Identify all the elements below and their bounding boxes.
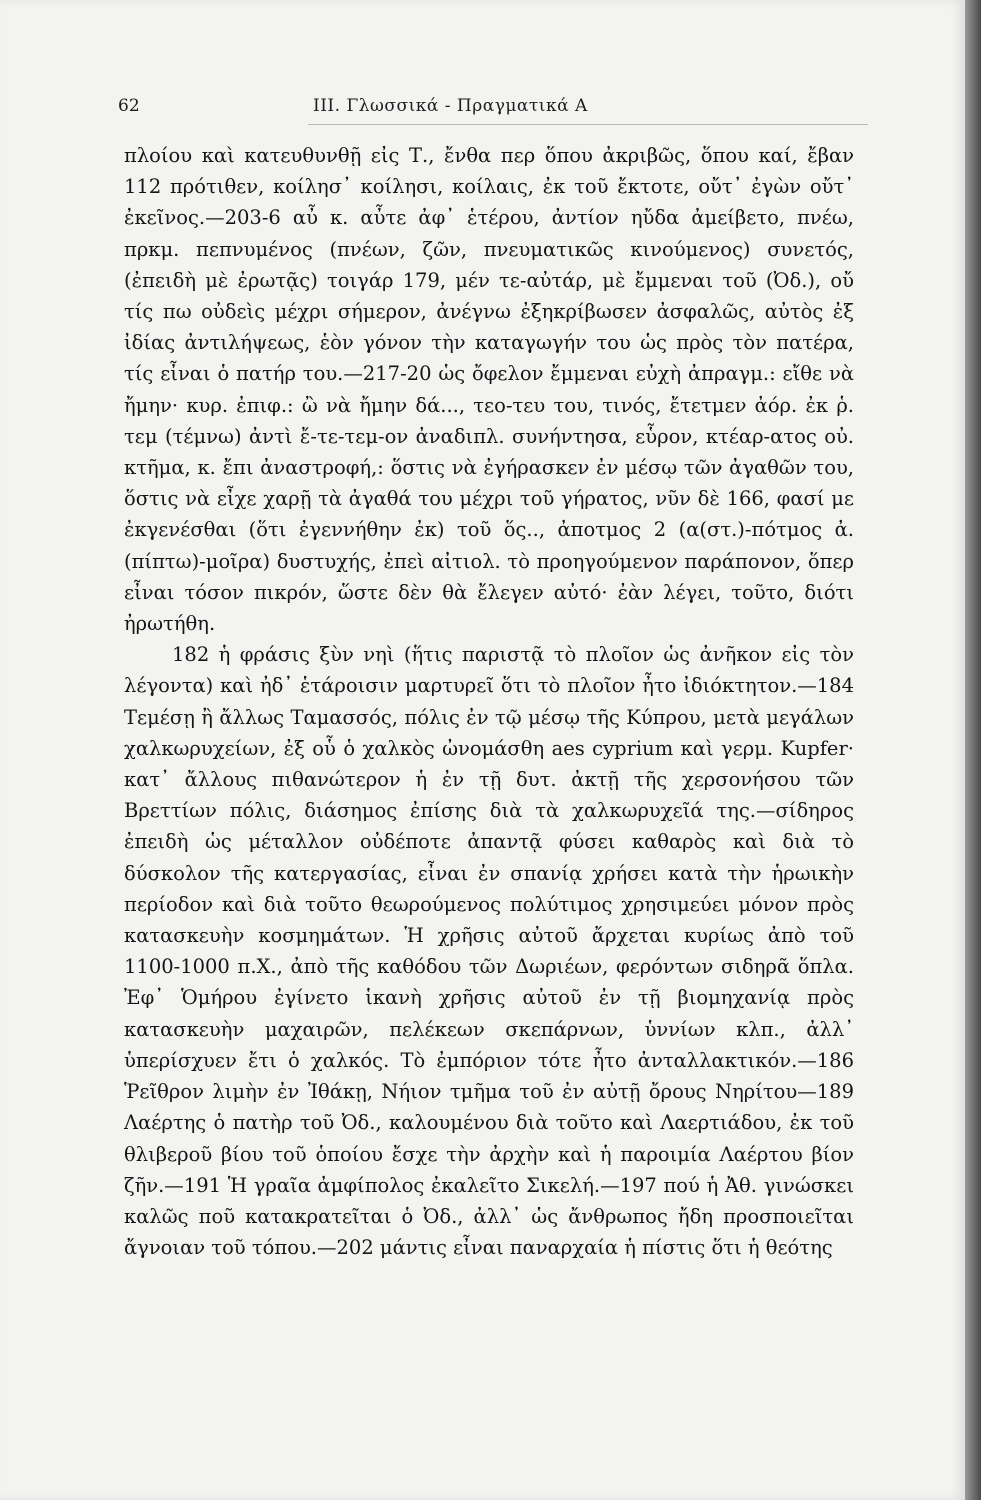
page-header	[118, 96, 848, 124]
commentary-paragraph-1: πλοίου καὶ κατευθυνθῇ εἰς Τ., ἔνθα περ ὅπου ἀκριβῶς, ὅπου καί, ἔβαν 112 πρότιθεν, κοίλησ᾽ κοίλησι, κοίλαις, ἐκ τοῦ ἔκτοτε, οὔτ᾽ ἐγὼν οὔτ᾽ ἐκεῖνος.—203-6 αὖ κ. αὖτε ἀφ᾽ ἑτέρου, ἀντίον ηὔδα ἀμείβετο, πνέω, πρκμ. πεπνυμένος (πνέων, ζῶν, πνευματικῶς κινούμενος) συνετός, (ἐπειδὴ μὲ ἐρωτᾷς) τοιγάρ 179, μέν τε-αὐτάρ, μὲ ἔμμεναι τοῦ (Ὀδ.), οὔ τίς πω οὐδεὶς μέχρι σήμερον, ἀνέγνω ἐξηκρίβωσεν ἀσφαλῶς, αὐτὸς ἐξ ἰδίας ἀντιλήψεως, ἑὸν γόνον τὴν καταγωγήν του ὡς πρὸς τὸν πατέρα, τίς εἶναι ὁ πατήρ του.—217-20 ὡς ὄφελον ἔμμεναι εὐχὴ ἀπραγμ.: εἴθε νὰ ἤμην· κυρ. ἐπιφ.: ὢ νὰ ἤμην δά..., τεο-τευ του, τινός, ἔτετμεν ἀόρ. ἐκ ῥ. τεμ (τέμνω) ἀντὶ ἔ-τε-τεμ-ον ἀναδιπλ. συνήντησα, εὗρον, κτέαρ-ατος οὐ. κτῆμα, κ. ἔπι ἀναστροφή,: ὅστις νὰ ἐγήρασκεν ἐν μέσῳ τῶν ἀγαθῶν του, ὅστις νὰ εἶχε χαρῇ τὰ ἀγαθά του μέχρι τοῦ γήρατος, νῦν δὲ 166, φασί με ἐκγενέσθαι (ὅτι ἐγεννήθην ἐκ) τοῦ ὅς.., ἀποτμος 2 (α(στ.)-πότμος ἀ. (πίπτω)-μοῖρα) δυστυχής, ἐπεὶ αἰτιολ. τὸ προηγούμενον παράπονον, ὅπερ εἶναι τόσον πικρόν, ὥστε δὲν θὰ ἔλεγεν αὐτό· ἐὰν λέγει, τοῦτο, διότι ἠρωτήθη.	[124, 144, 854, 636]
page-edge	[965, 0, 981, 1500]
header-rule	[308, 124, 868, 125]
commentary-paragraph-2: 182 ἡ φράσις ξὺν νηὶ (ἥτις παριστᾷ τὸ πλοῖον ὡς ἀνῆκον εἰς τὸν λέγοντα) καὶ ἠδ᾽ ἑτάροισιν μαρτυρεῖ ὅτι τὸ πλοῖον ἦτο ἰδιόκτητον.—184 Τεμέσῃ ἢ ἄλλως Ταμασσός, πόλις ἐν τῷ μέσῳ τῆς Κύπρου, μετὰ μεγάλων χαλκωρυχείων, ἐξ οὗ ὁ χαλκὸς ὠνομάσθη aes cyprium καὶ γερμ. Kupfer· κατ᾽ ἄλλους πιθανώτερον ἡ ἐν τῇ δυτ. ἀκτῇ τῆς χερσονήσου τῶν Βρεττίων πόλις, διάσημος ἐπίσης διὰ τὰ χαλκωρυχεῖά της.—σίδηρος ἐπειδὴ ὡς μέταλλον οὐδέποτε ἀπαντᾷ φύσει καθαρὸς καὶ διὰ τὸ δύσκολον τῆς κατεργασίας, εἶναι ἐν σπανίᾳ χρήσει κατὰ τὴν ἡρωικὴν περίοδον καὶ διὰ τοῦτο θεωρούμενος πολύτιμος χρησιμεύει μόνον πρὸς κατασκευὴν κοσμημάτων. Ἡ χρῆσις αὐτοῦ ἄρχεται κυρίως ἀπὸ τοῦ 1100-1000 π.Χ., ἀπὸ τῆς καθόδου τῶν Δωριέων, φερόντων σιδηρᾶ ὅπλα. Ἐφ᾽ Ὁμήρου ἐγίνετο ἱκανὴ χρῆσις αὐτοῦ ἐν τῇ βιομηχανίᾳ πρὸς κατασκευὴν μαχαιρῶν, πελέκεων σκεπάρνων, ὑννίων κλπ., ἀλλ᾽ ὑπερίσχυεν ἔτι ὁ χαλκός. Τὸ ἐμπόριον τότε ἦτο ἀνταλλακτικόν.—186 Ῥεῖθρον λιμὴν ἐν Ἰθάκῃ, Νήιον τμῆμα τοῦ ἐν αὐτῇ ὄρους Νηρίτου—189 Λαέρτης ὁ πατὴρ τοῦ Ὀδ., καλουμένου διὰ τοῦτο καὶ Λαερτιάδου, ἐκ τοῦ θλιβεροῦ βίου τοῦ ὁποίου ἔσχε τὴν ἀρχὴν καὶ ἡ παροιμία Λαέρτου βίον ζῆν.—191 Ἡ γραῖα ἀμφίπολος ἐκαλεῖτο Σικελή.—197 πού ἡ Ἀθ. γινώσκει καλῶς ποῦ κατακρατεῖται ὁ Ὀδ., ἀλλ᾽ ὡς ἄνθρωπος ἤδη προσποιεῖται ἄγνοιαν τοῦ τόπου.—202 μάντις εἶναι παναρχαία ἡ πίστις ὅτι ἡ θεότης	[124, 643, 854, 1260]
commentary-text	[124, 140, 854, 1263]
running-title: ΙΙΙ. Γλωσσικά - Πραγματικά Α	[313, 96, 588, 116]
page-number: 62	[118, 96, 140, 116]
